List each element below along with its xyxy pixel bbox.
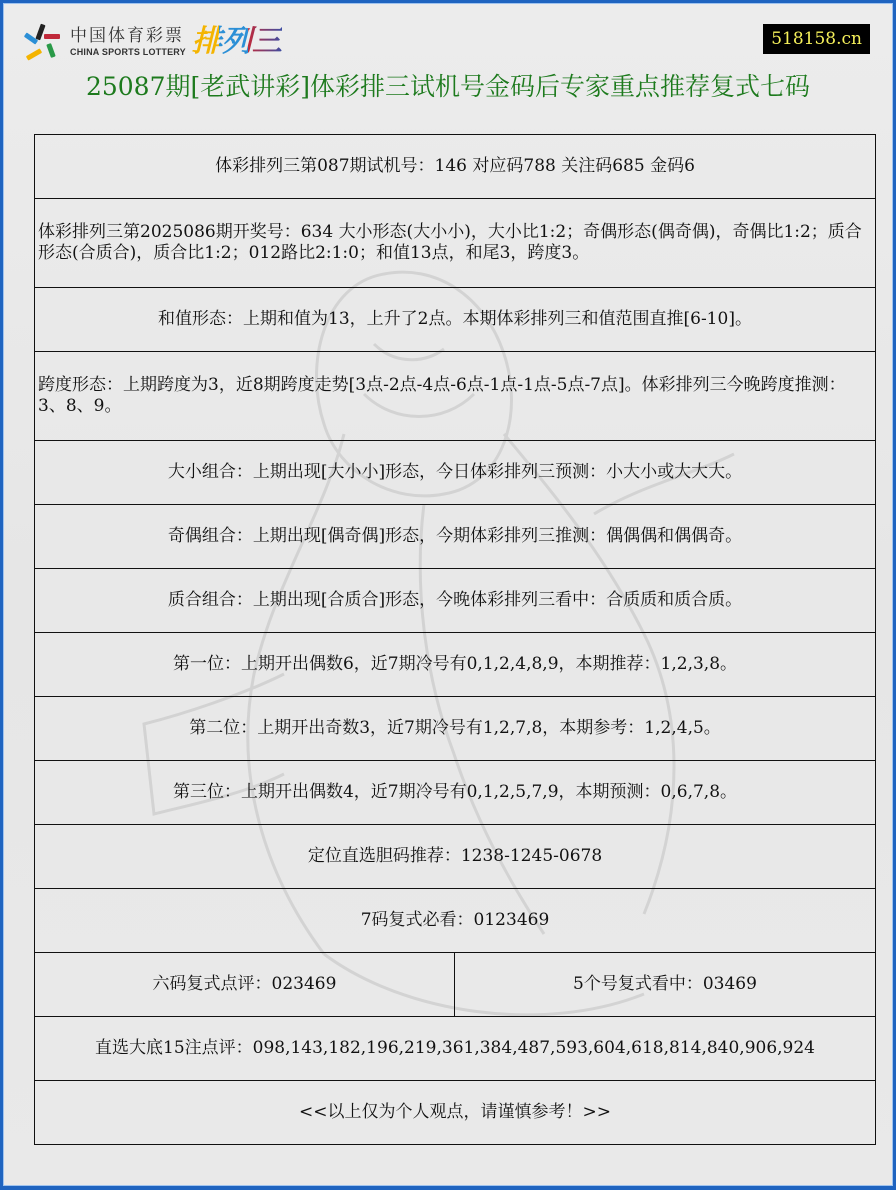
table-row <box>35 953 876 1017</box>
table-row <box>35 1017 876 1081</box>
big-small-cell: 大小组合：上期出现[大小小]形态，今日体彩排列三预测：小大小或大大大。 <box>35 441 876 505</box>
span-pattern-cell: 跨度形态：上期跨度为3，近8期跨度走势[3点-2点-4点-6点-1点-1点-5点-7点]。体彩排列三今晚跨度推测：3、8、9。 <box>35 352 876 441</box>
table-row <box>35 761 876 825</box>
product-name-pailie3: 排列三 <box>191 24 282 59</box>
table-row <box>35 825 876 889</box>
disclaimer-cell: <<以上仅为个人观点，请谨慎参考！>> <box>35 1081 876 1145</box>
table-row <box>35 1081 876 1145</box>
five-code-cell: 5个号复式看中：03469 <box>455 953 876 1017</box>
third-digit-cell: 第三位：上期开出偶数4，近7期冷号有0,1,2,5,7,9，本期预测：0,6,7,8。 <box>35 761 876 825</box>
direct-pick-15-cell: 直选大底15注点评：098,143,182,196,219,361,384,487,593,604,618,814,840,906,924 <box>35 1017 876 1081</box>
prime-composite-cell: 质合组合：上期出现[合质合]形态，今晚体彩排列三看中：合质质和质合质。 <box>35 569 876 633</box>
page-title: 25087期[老武讲彩]体彩排三试机号金码后专家重点推荐复式七码 <box>85 72 811 101</box>
position-pick-cell: 定位直选胆码推荐：1238-1245-0678 <box>35 825 876 889</box>
table-row <box>35 135 876 199</box>
last-draw-cell: 体彩排列三第2025086期开奖号：634 大小形态(大小小)，大小比1:2；奇偶形态(偶奇偶)，奇偶比1:2；质合形态(合质合)，质合比1:2；012路比2:1:0；和值13点，和尾3，跨度3。 <box>35 199 876 288</box>
china-sports-lottery-logo <box>22 22 282 62</box>
table-row <box>35 889 876 953</box>
trial-number-cell: 体彩排列三第087期试机号：146 对应码788 关注码685 金码6 <box>35 135 876 199</box>
table-row <box>35 288 876 352</box>
lottery-star-icon <box>22 22 64 62</box>
second-digit-cell: 第二位：上期开出奇数3，近7期冷号有1,2,7,8，本期参考：1,2,4,5。 <box>35 697 876 761</box>
sum-pattern-cell: 和值形态：上期和值为13，上升了2点。本期体彩排列三和值范围直推[6-10]。 <box>35 288 876 352</box>
six-code-cell: 六码复式点评：023469 <box>35 953 455 1017</box>
header <box>4 4 892 114</box>
page-frame <box>3 3 893 1186</box>
odd-even-cell: 奇偶组合：上期出现[偶奇偶]形态，今期体彩排列三推测：偶偶偶和偶偶奇。 <box>35 505 876 569</box>
table-row <box>35 505 876 569</box>
seven-code-cell: 7码复式必看：0123469 <box>35 889 876 953</box>
table-row <box>35 697 876 761</box>
prediction-table <box>34 134 876 1145</box>
table-row <box>35 199 876 288</box>
table-row <box>35 441 876 505</box>
logo-english-text: CHINA SPORTS LOTTERY <box>70 47 186 57</box>
site-badge[interactable]: 518158.cn <box>763 24 870 54</box>
table-row <box>35 633 876 697</box>
first-digit-cell: 第一位：上期开出偶数6，近7期冷号有0,1,2,4,8,9，本期推荐：1,2,3,8。 <box>35 633 876 697</box>
table-row <box>35 569 876 633</box>
table-row <box>35 352 876 441</box>
logo-chinese-text: 中国体育彩票 <box>70 26 184 46</box>
